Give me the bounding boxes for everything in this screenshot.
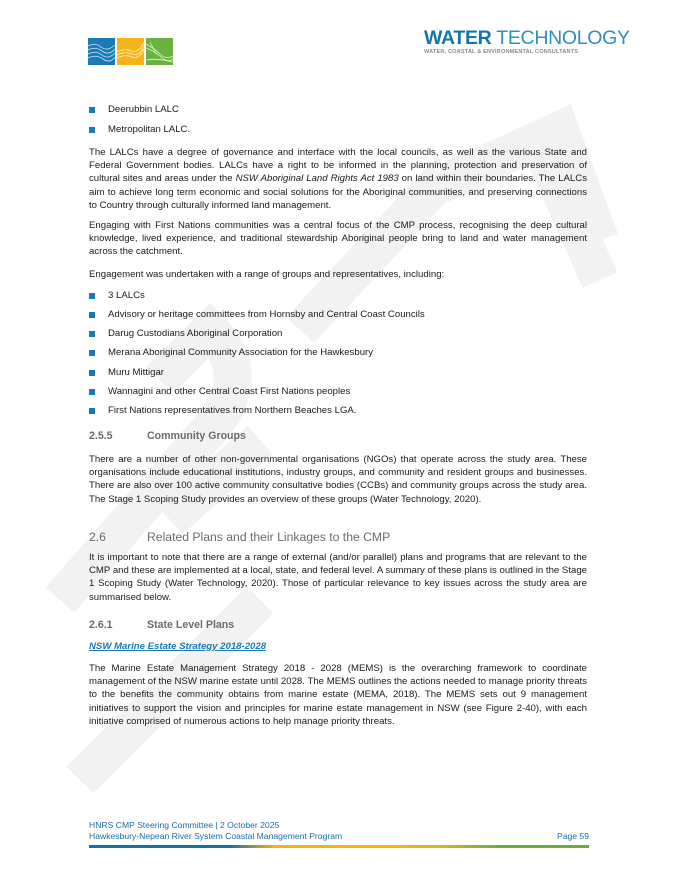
paragraph-community-groups: There are a number of other non-governmental organisations (NGOs) that operate across the study area. These organisations include educational institutions, industry groups, and community and resident groups and businesses. There are also over 100 active community consultative bodies (CCBs) and community groups across the study area. The Stage 1 Scoping Study provides an overview of these groups (Water Technology, 2020).: [89, 454, 587, 505]
document-page: WATER TECHNOLOGY WATER, COASTAL & ENVIRONMENTAL CONSULTANTS Deerubbin LALC Metropolitan LALC. The LALCs have a degree of governance and interface with the local councils, as well as the various State and Federal Government bodies. LALCs have a right to be informed in the planning, protection and preservation of cultural sites and areas under the NSW Aboriginal Land Rights Act 1983 on land within their boundaries. The LALCs aim to achieve long term economic and social solutions for the Aboriginal communities, and preserving connections to Country through culturally informed land management. Engaging with First Nations communities was a central focus of the CMP process, recognising the deep cultural knowledge, lived experience, and traditional stewardship Aboriginal people bring to land and water management across the catchment. Engagement was undertaken with a range of groups and representatives, including: 3 LALCs Advisory or heritage committees from Hornsby and Central Coast Councils Darug Custodians Aboriginal Corporation Merana Aboriginal Community Association for the Hawkesbury Muru Mittigar Wannagini and other Central Coast First Nations peoples First Nations representatives from Northern Beaches LGA. 2.5.5 Community Groups There are a number of other non-governmental organisations (NGOs) that operate across the study area. These organisations include educational institutions, industry groups, and community and resident groups and businesses. There are also over 100 active community consultative bodies (CCBs) and community groups across the study area. The Stage 1 Scoping Study provides an overview of these groups (Water Technology, 2020). 2.6 Related Plans and their Linkages to the CMP It is important to note that there are a range of external (and/or parallel) plans and programs that are relevant to the CMP and these are implemented at a local, state, and federal level. A summary of these plans is outlined in the Stage 1 Scoping Study (Water Technology, 2020). Those of particular relevance to key issues across the study area are summarised below. 2.6.1 State Level Plans NSW Marine Estate Strategy 2018-2028 The Marine Estate Management Strategy 2018 - 2028 (MEMS) is the overarching framework to coordinate management of the NSW marine estate until 2028. The MEMS outlines the actions needed to manage priority threats to the benefits the community obtains from marine estate (MEMA, 2018). The MEMS sets out 9 management initiatives to support the vision and principles for marine estate management in NSW (see Figure 2-40), with each initiative comprised of numerous actions to help manage priority threats. HNRS CMP Steering Committee | 2 October 2025 Hawkesbury-Nepean River System Coastal Management Program Page 59: [0, 0, 675, 873]
brand-tagline: WATER, COASTAL & ENVIRONMENTAL CONSULTANTS: [424, 49, 579, 55]
section-heading-2-6-1: 2.6.1 State Level Plans: [89, 619, 235, 631]
coastal-wave-icon: [117, 38, 144, 65]
paragraph-lalcs: The LALCs have a degree of governance and interface with the local councils, as well as the various State and Federal Government bodies. LALCs have a right to be informed in the planning, protection and preservation of cultural sites and areas under the NSW Aboriginal Land Rights Act 1983 on land within their boundaries. The LALCs aim to achieve long term economic and social solutions for the Aboriginal communities, and preserving connections to Country through culturally informed land management.: [89, 147, 587, 211]
paragraph-engaging: Engaging with First Nations communities was a central focus of the CMP process, recognising the deep cultural knowledge, lived experience, and traditional stewardship Aboriginal people bring to land and water management across the catchment.: [89, 220, 587, 258]
water-wave-icon: [88, 38, 115, 65]
bullet-square-icon: [89, 331, 95, 337]
bullet-square-icon: [89, 107, 95, 113]
paragraph-engagement-intro: Engagement was undertaken with a range of groups and representatives, including:: [89, 269, 445, 280]
bullet-square-icon: [89, 389, 95, 395]
footer-gradient-bar: [89, 845, 589, 848]
bullet-square-icon: [89, 350, 95, 356]
footer-committee-date: HNRS CMP Steering Committee | 2 October 2025: [89, 820, 280, 830]
bullet-square-icon: [89, 312, 95, 318]
brand-name: WATER TECHNOLOGY: [424, 27, 630, 49]
bullet-square-icon: [89, 127, 95, 133]
nsw-marine-estate-strategy-link[interactable]: NSW Marine Estate Strategy 2018-2028: [89, 641, 267, 652]
page-number: Page 59: [556, 831, 589, 841]
paragraph-related-plans: It is important to note that there are a range of external (and/or parallel) plans and programs that are relevant to the CMP and these are implemented at a local, state, and federal level. A summary of these plans is outlined in the Stage 1 Scoping Study (Water Technology, 2020). Those of particular relevance to key issues across the study area are summarised below.: [89, 552, 587, 603]
bullet-square-icon: [89, 293, 95, 299]
paragraph-marine-estate: The Marine Estate Management Strategy 2018 - 2028 (MEMS) is the overarching framework to coordinate management of the NSW marine estate until 2028. The MEMS outlines the actions needed to manage priority threats to the benefits the community obtains from marine estate (MEMA, 2018). The MEMS sets out 9 management initiatives to support the vision and principles for marine estate management in NSW (see Figure 2-40), with each initiative comprised of numerous actions to help manage priority threats.: [89, 663, 587, 727]
footer-program-title: Hawkesbury-Nepean River System Coastal Management Program: [89, 831, 343, 841]
section-heading-2-5-5: 2.5.5 Community Groups: [89, 430, 246, 442]
environment-wave-icon: [146, 38, 173, 65]
bullet-square-icon: [89, 408, 95, 414]
company-logo-tiles: [88, 38, 173, 65]
water-technology-logo: [424, 27, 630, 55]
section-heading-2-6: 2.6 Related Plans and their Linkages to the CMP: [89, 530, 391, 544]
bullet-square-icon: [89, 370, 95, 376]
page-footer: [89, 820, 589, 842]
